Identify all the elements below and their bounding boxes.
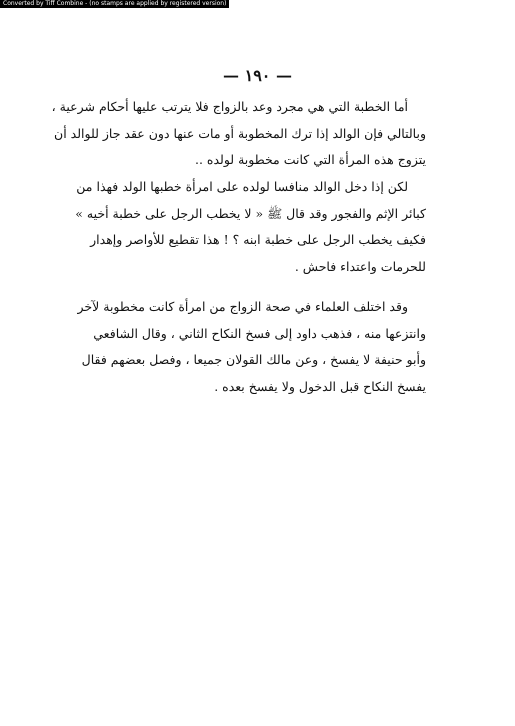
text-line: كبائر الإثم والفجور وقد قال ﷺ « لا يخطب الرجل على خطبة أخيه » bbox=[75, 205, 426, 221]
page-number: — ١٩٠ — bbox=[223, 66, 292, 85]
paragraph-2 bbox=[75, 174, 426, 280]
text-line: وبالتالي فإن الوالد إذا ترك المخطوبة أو مات عنها دون عقد جاز للوالد أن bbox=[54, 125, 426, 141]
text-line: أما الخطبة التي هي مجرد وعد بالزواج فلا يترتب عليها أحكام شرعية ، bbox=[51, 99, 408, 114]
text-line: وأبو حنيفة لا يفسخ ، وعن مالك القولان جميعا ، وفصل بعضهم فقال bbox=[81, 352, 426, 367]
text-line: لكن إذا دخل الوالد منافسا لولده على امرأة خطبها الولد فهذا من bbox=[76, 179, 408, 194]
text-line: للحرمات واعتداء فاحش . bbox=[294, 258, 426, 274]
text-line: يفسخ النكاح قبل الدخول ولا يفسخ بعده . bbox=[214, 378, 426, 394]
paragraph-3 bbox=[77, 294, 426, 400]
text-line: وقد اختلف العلماء في صحة الزواج من امرأة كانت مخطوبة لآخر bbox=[77, 299, 408, 314]
text-line: يتزوج هذه المرأة التي كانت مخطوبة لولده .. bbox=[195, 152, 426, 167]
converter-banner: Converted by Tiff Combine - (no stamps are applied by registered version) bbox=[0, 0, 229, 8]
paragraph-1 bbox=[51, 94, 426, 174]
text-line: وانتزعها منه ، فذهب داود إلى فسخ النكاح الثاني ، وقال الشافعي bbox=[93, 325, 426, 341]
text-line: فكيف يخطب الرجل على خطبة ابنه ؟ ! هذا تقطيع للأواصر وإهدار bbox=[90, 232, 426, 247]
